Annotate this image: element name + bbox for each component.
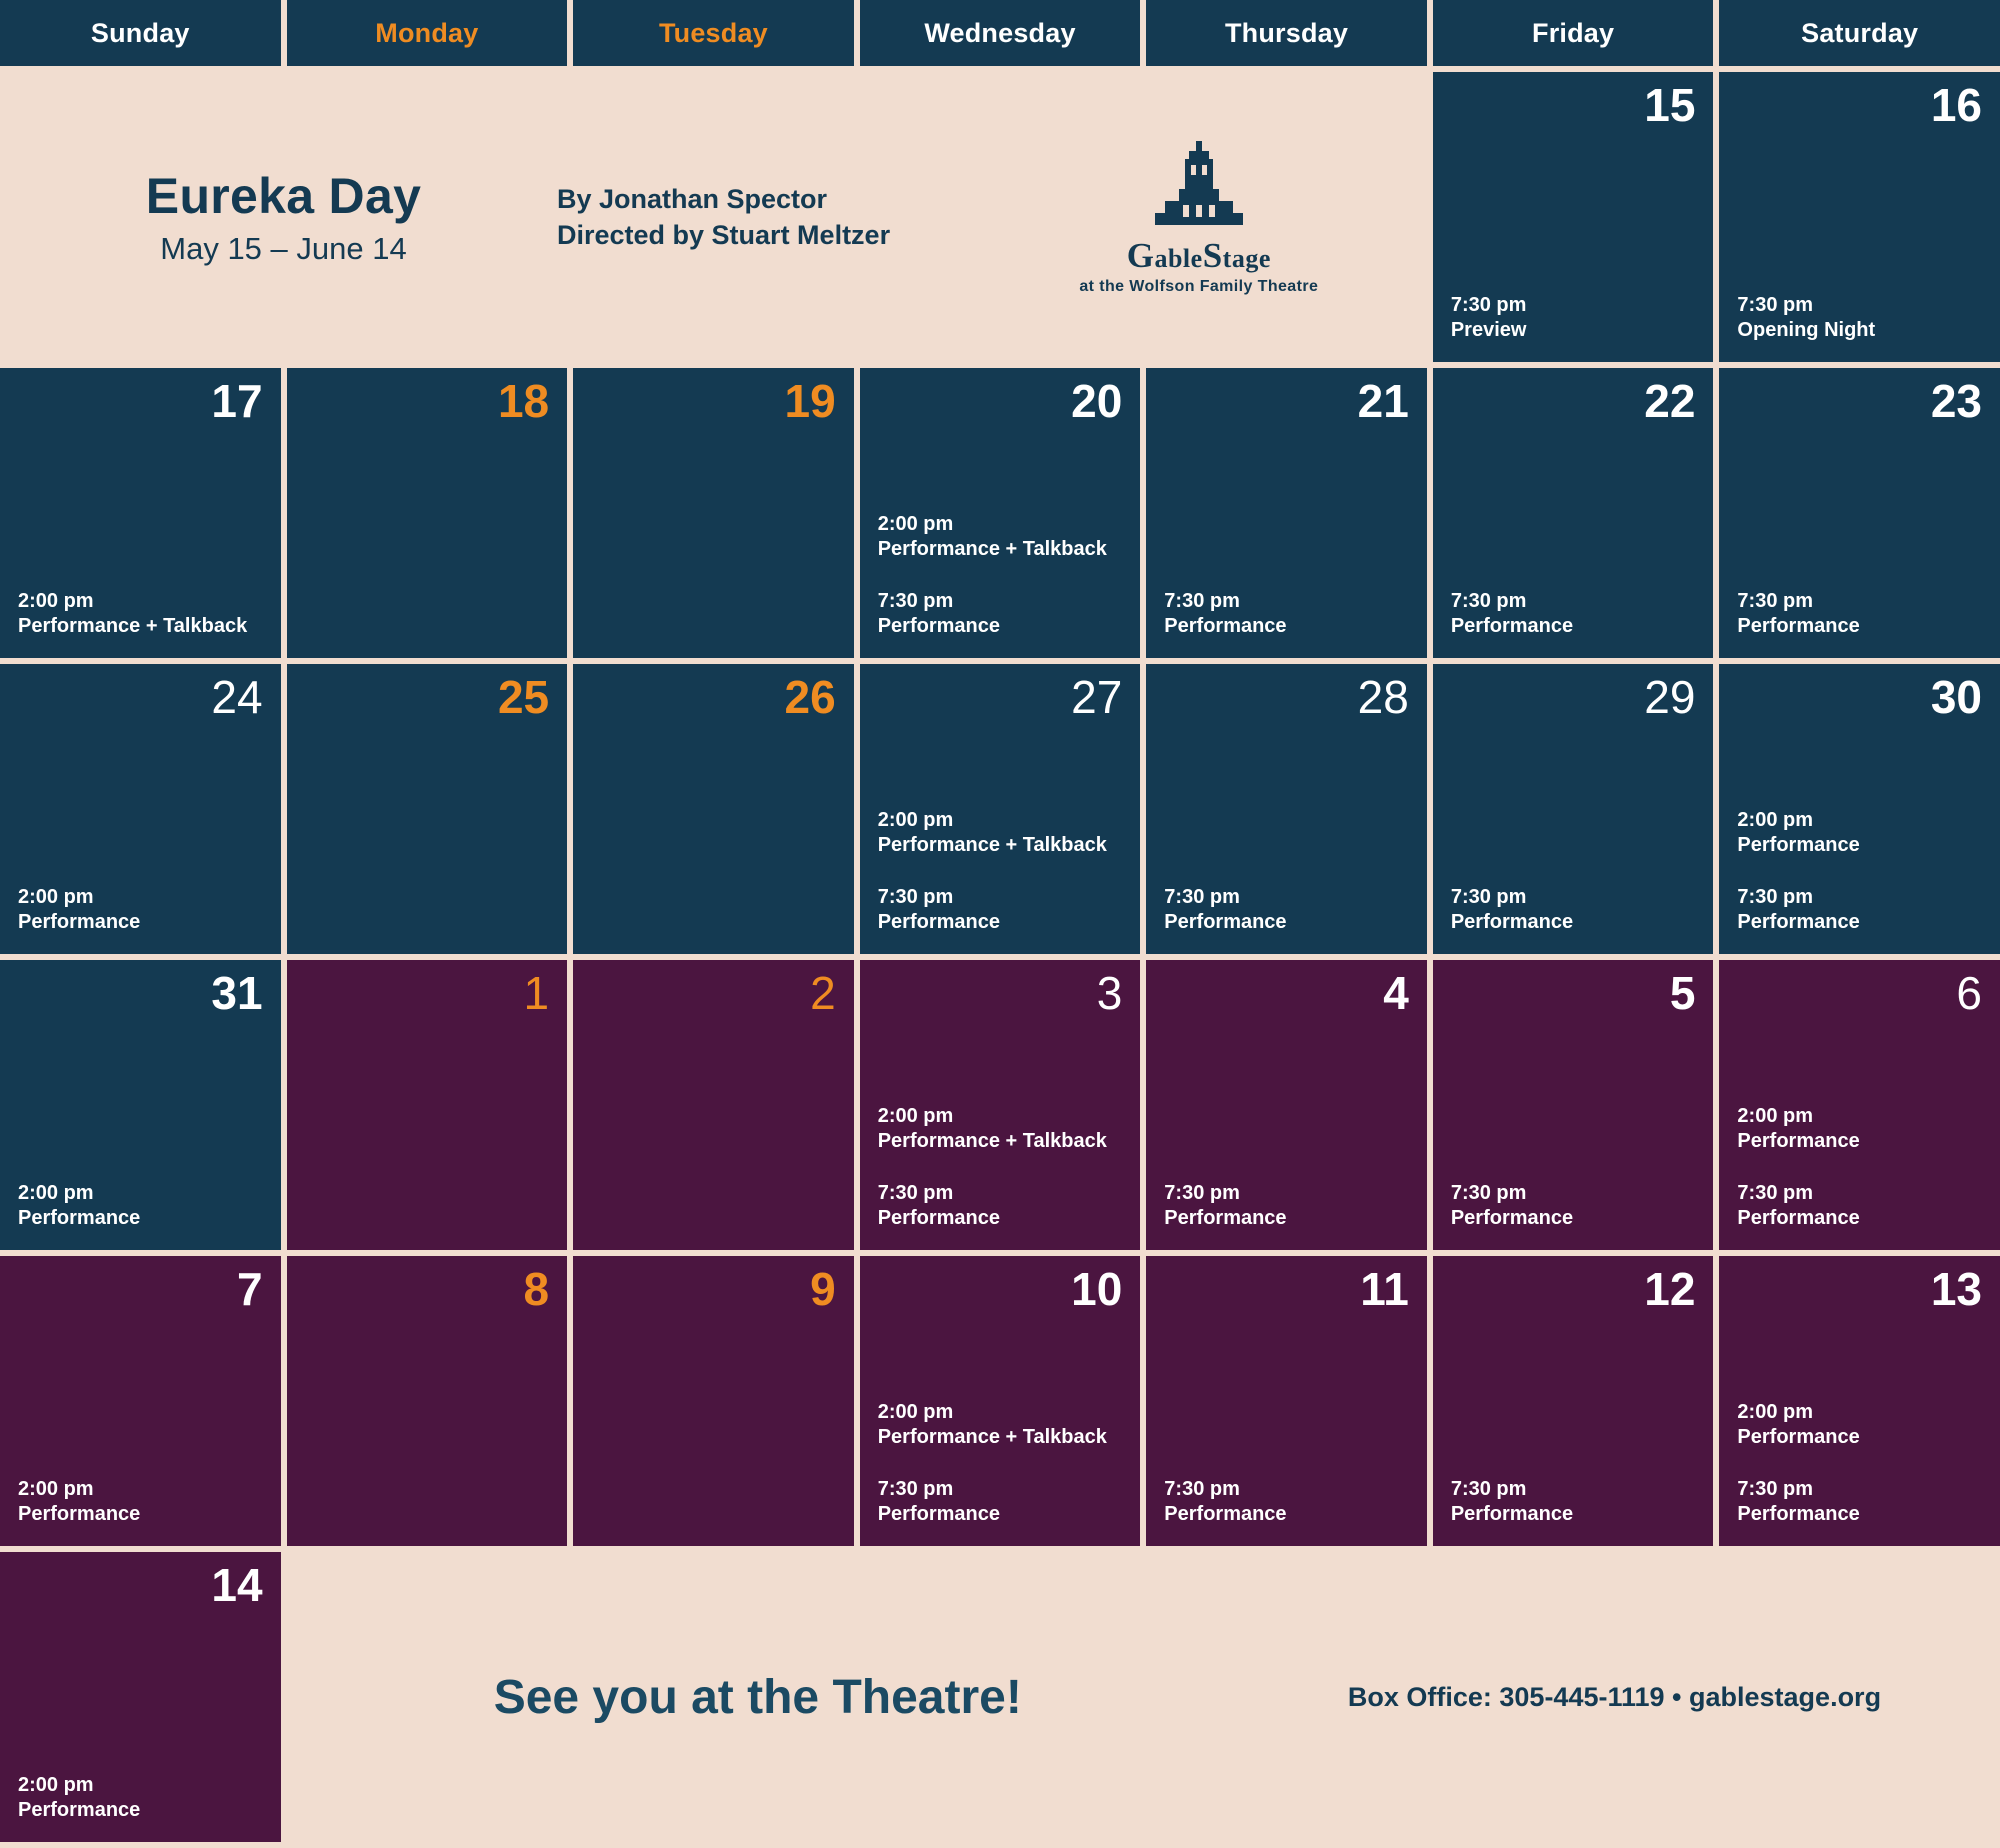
- show-title-block: [20, 167, 547, 267]
- event-entry[interactable]: [1451, 885, 1700, 936]
- event-time: 2:00 pm: [18, 1773, 94, 1796]
- event-label: Performance: [877, 1207, 1000, 1230]
- day-number: 26: [784, 671, 836, 723]
- logo-word-able: able: [1154, 243, 1203, 273]
- calendar-day-cell[interactable]: [0, 1552, 281, 1842]
- calendar-day-cell[interactable]: [0, 368, 281, 658]
- event-label: Performance + Talkback: [877, 1130, 1107, 1153]
- day-events: [878, 1104, 1127, 1232]
- day-events: [1737, 1400, 1986, 1528]
- event-label: Performance: [1737, 1130, 1860, 1153]
- event-label: Performance + Talkback: [18, 615, 248, 638]
- building-tower-icon: [1149, 139, 1249, 230]
- calendar-day-cell[interactable]: [1719, 72, 2000, 362]
- event-time: 2:00 pm: [877, 1104, 954, 1127]
- day-number: 5: [1669, 967, 1696, 1019]
- calendar-day-cell[interactable]: [573, 664, 854, 954]
- event-entry[interactable]: [1164, 1181, 1413, 1232]
- day-number: 25: [497, 671, 550, 723]
- event-time: 7:30 pm: [1737, 885, 1814, 908]
- calendar-day-cell[interactable]: [287, 1256, 568, 1546]
- calendar-day-cell[interactable]: [0, 960, 281, 1250]
- event-entry[interactable]: [1164, 589, 1413, 640]
- logo-wordmark: [1127, 236, 1271, 276]
- event-time: 7:30 pm: [1450, 885, 1527, 908]
- event-entry[interactable]: [878, 1181, 1127, 1232]
- event-entry[interactable]: [878, 589, 1127, 640]
- event-label: Performance + Talkback: [877, 834, 1107, 857]
- day-number: 16: [1930, 79, 1982, 131]
- event-label: Opening Night: [1737, 319, 1876, 342]
- box-office-info[interactable]: Box Office: 305-445-1119 • gablestage.org: [1347, 1681, 1882, 1712]
- calendar-day-cell[interactable]: [860, 960, 1141, 1250]
- day-events: [1737, 808, 1986, 936]
- event-time: 2:00 pm: [18, 1477, 94, 1500]
- day-events: [1737, 589, 1986, 640]
- calendar-day-cell[interactable]: [1433, 72, 1714, 362]
- event-entry[interactable]: [1164, 1477, 1413, 1528]
- day-number: 24: [211, 671, 263, 723]
- day-number: 14: [211, 1559, 263, 1611]
- day-number: 18: [497, 375, 550, 427]
- day-number: 29: [1644, 671, 1696, 723]
- day-number: 12: [1644, 1263, 1696, 1315]
- calendar-day-cell[interactable]: [1433, 960, 1714, 1250]
- event-entry[interactable]: [878, 1477, 1127, 1528]
- day-number: 23: [1930, 375, 1982, 427]
- calendar-week-row: [0, 1256, 2000, 1546]
- event-entry[interactable]: [18, 589, 267, 640]
- event-label: Performance: [1164, 615, 1287, 638]
- event-label: Performance: [877, 911, 1000, 934]
- day-number: 21: [1357, 375, 1409, 427]
- day-number: 9: [810, 1263, 836, 1315]
- event-label: Performance + Talkback: [877, 1426, 1107, 1449]
- event-label: Performance: [1450, 615, 1574, 638]
- weekday-header-monday: Monday: [287, 0, 568, 66]
- day-number: 30: [1930, 671, 1982, 723]
- event-time: 2:00 pm: [1737, 808, 1814, 831]
- director-credit: Directed by Stuart Meltzer: [557, 220, 891, 250]
- event-label: Performance: [18, 1503, 141, 1526]
- event-time: 2:00 pm: [1737, 1400, 1814, 1423]
- event-time: 7:30 pm: [1737, 589, 1814, 612]
- day-number: 7: [236, 1263, 263, 1315]
- footer-tagline: See you at the Theatre!: [493, 1670, 1022, 1724]
- calendar-day-cell[interactable]: [1719, 1256, 2000, 1546]
- event-time: 7:30 pm: [1737, 293, 1814, 316]
- event-label: Preview: [1450, 319, 1527, 342]
- calendar-day-cell[interactable]: [0, 1256, 281, 1546]
- event-time: 7:30 pm: [1450, 1477, 1527, 1500]
- weekday-header-row: [0, 0, 2000, 72]
- day-events: [1737, 1104, 1986, 1232]
- day-number: 8: [523, 1263, 550, 1315]
- event-label: Performance: [1737, 1503, 1860, 1526]
- weekday-header-friday: Friday: [1433, 0, 1714, 66]
- day-number: 28: [1357, 671, 1409, 723]
- event-time: 7:30 pm: [1737, 1477, 1814, 1500]
- event-entry[interactable]: [1737, 1181, 1986, 1232]
- logo-word-tage: tage: [1222, 243, 1271, 273]
- event-time: 2:00 pm: [18, 885, 94, 908]
- event-time: 7:30 pm: [1450, 293, 1527, 316]
- event-label: Performance: [1450, 1207, 1574, 1230]
- event-time: 2:00 pm: [877, 1400, 954, 1423]
- event-label: Performance: [1737, 834, 1860, 857]
- calendar-day-cell[interactable]: [0, 664, 281, 954]
- day-events: [878, 808, 1127, 936]
- calendar-day-cell[interactable]: [1146, 960, 1427, 1250]
- calendar-day-cell[interactable]: [573, 1256, 854, 1546]
- day-events: [1451, 1477, 1700, 1528]
- event-time: 2:00 pm: [18, 589, 94, 612]
- event-time: 2:00 pm: [18, 1181, 94, 1204]
- event-label: Performance: [877, 1503, 1000, 1526]
- event-label: Performance: [18, 911, 141, 934]
- event-label: Performance: [1164, 1207, 1287, 1230]
- day-number: 2: [810, 967, 836, 1019]
- show-title: Eureka Day: [145, 168, 422, 224]
- day-events: [1451, 1181, 1700, 1232]
- calendar-day-cell[interactable]: [287, 960, 568, 1250]
- weekday-header-wednesday: Wednesday: [860, 0, 1141, 66]
- day-number: 27: [1071, 671, 1123, 723]
- logo-word-g: G: [1126, 235, 1155, 275]
- calendar-day-cell[interactable]: [287, 664, 568, 954]
- event-time: 2:00 pm: [877, 808, 954, 831]
- event-entry[interactable]: [18, 1773, 267, 1824]
- weekday-header-tuesday: Tuesday: [573, 0, 854, 66]
- event-label: Performance: [18, 1207, 141, 1230]
- event-entry[interactable]: [18, 1477, 267, 1528]
- event-label: Performance: [1450, 911, 1574, 934]
- event-time: 7:30 pm: [877, 1181, 954, 1204]
- weekday-header-saturday: Saturday: [1719, 0, 2000, 66]
- day-number: 19: [784, 375, 836, 427]
- day-events: [1451, 885, 1700, 936]
- event-label: Performance: [877, 615, 1000, 638]
- calendar-day-cell[interactable]: [860, 664, 1141, 954]
- day-number: 4: [1383, 967, 1409, 1019]
- event-entry[interactable]: [1451, 293, 1700, 344]
- event-label: Performance: [1450, 1503, 1574, 1526]
- calendar-day-cell[interactable]: [1433, 664, 1714, 954]
- event-time: 2:00 pm: [877, 512, 954, 535]
- show-banner: [0, 72, 1427, 362]
- event-label: Performance: [1737, 615, 1860, 638]
- event-entry[interactable]: [878, 885, 1127, 936]
- day-events: [1164, 885, 1413, 936]
- day-events: [18, 589, 267, 640]
- event-label: Performance: [1164, 911, 1287, 934]
- event-entry[interactable]: [1451, 1477, 1700, 1528]
- event-time: 7:30 pm: [1164, 1477, 1240, 1500]
- day-events: [18, 885, 267, 936]
- event-entry[interactable]: [18, 1181, 267, 1232]
- day-events: [878, 1400, 1127, 1528]
- event-time: 7:30 pm: [1164, 1181, 1240, 1204]
- event-entry[interactable]: [1164, 885, 1413, 936]
- show-date-range: May 15 – June 14: [160, 231, 407, 266]
- day-events: [1164, 589, 1413, 640]
- day-number: 13: [1930, 1263, 1982, 1315]
- event-time: 7:30 pm: [877, 885, 954, 908]
- day-number: 1: [523, 967, 550, 1019]
- day-events: [18, 1773, 267, 1824]
- event-time: 7:30 pm: [1164, 589, 1240, 612]
- event-time: 7:30 pm: [877, 1477, 954, 1500]
- event-entry[interactable]: [1451, 1181, 1700, 1232]
- logo-word-s: S: [1202, 235, 1223, 275]
- day-events: [18, 1477, 267, 1528]
- calendar-week-row: [0, 960, 2000, 1250]
- calendar-day-cell[interactable]: [1146, 664, 1427, 954]
- day-number: 15: [1644, 79, 1696, 131]
- calendar-footer: [287, 1552, 2000, 1842]
- day-events: [1164, 1477, 1413, 1528]
- calendar-week-row: [0, 1552, 2000, 1842]
- event-time: 7:30 pm: [1450, 589, 1527, 612]
- day-number: 17: [211, 375, 263, 427]
- calendar-day-cell[interactable]: [573, 368, 854, 658]
- event-time: 7:30 pm: [1164, 885, 1240, 908]
- day-events: [1737, 293, 1986, 344]
- event-time: 7:30 pm: [1737, 1181, 1814, 1204]
- calendar-day-cell[interactable]: [1146, 368, 1427, 658]
- calendar-day-cell[interactable]: [1433, 1256, 1714, 1546]
- calendar-week-row: [0, 664, 2000, 954]
- day-number: 3: [1096, 967, 1123, 1019]
- event-time: 7:30 pm: [877, 589, 954, 612]
- event-entry[interactable]: [1737, 1400, 1986, 1451]
- event-entry[interactable]: [878, 1400, 1127, 1451]
- event-label: Performance: [1737, 1207, 1860, 1230]
- day-events: [18, 1181, 267, 1232]
- event-entry[interactable]: [1451, 589, 1700, 640]
- event-entry[interactable]: [878, 1104, 1127, 1155]
- calendar-week-row: [0, 368, 2000, 658]
- event-entry[interactable]: [1737, 293, 1986, 344]
- day-number: 31: [211, 967, 263, 1019]
- calendar-day-cell[interactable]: [1719, 664, 2000, 954]
- day-number: 22: [1644, 375, 1696, 427]
- event-entry[interactable]: [1737, 1104, 1986, 1155]
- calendar-day-cell[interactable]: [1719, 368, 2000, 658]
- show-credits: [547, 181, 991, 254]
- event-entry[interactable]: [1737, 885, 1986, 936]
- event-label: Performance: [18, 1799, 141, 1822]
- event-time: 2:00 pm: [1737, 1104, 1814, 1127]
- calendar-day-cell[interactable]: [860, 368, 1141, 658]
- day-events: [878, 512, 1127, 640]
- event-entry[interactable]: [1737, 589, 1986, 640]
- day-events: [1164, 1181, 1413, 1232]
- calendar-week-row: [0, 72, 2000, 362]
- calendar-day-cell[interactable]: [573, 960, 854, 1250]
- event-label: Performance: [1737, 1426, 1860, 1449]
- calendar-day-cell[interactable]: [1719, 960, 2000, 1250]
- event-entry[interactable]: [1737, 808, 1986, 859]
- calendar-day-cell[interactable]: [1433, 368, 1714, 658]
- calendar-weeks: [0, 72, 2000, 1842]
- calendar-day-cell[interactable]: [1146, 1256, 1427, 1546]
- logo-subtitle: at the Wolfson Family Theatre: [1079, 277, 1319, 295]
- event-label: Performance: [1164, 1503, 1287, 1526]
- weekday-header-thursday: Thursday: [1146, 0, 1427, 66]
- event-entry[interactable]: [18, 885, 267, 936]
- day-events: [1451, 589, 1700, 640]
- day-number: 10: [1071, 1263, 1123, 1315]
- event-time: 7:30 pm: [1450, 1181, 1527, 1204]
- day-number: 11: [1360, 1263, 1409, 1315]
- calendar-day-cell[interactable]: [287, 368, 568, 658]
- weekday-header-sunday: Sunday: [0, 0, 281, 66]
- event-entry[interactable]: [878, 808, 1127, 859]
- day-events: [1451, 293, 1700, 344]
- event-label: Performance + Talkback: [877, 538, 1107, 561]
- day-number: 20: [1071, 375, 1123, 427]
- event-entry[interactable]: [1737, 1477, 1986, 1528]
- event-entry[interactable]: [878, 512, 1127, 563]
- event-label: Performance: [1737, 911, 1860, 934]
- day-number: 6: [1956, 967, 1982, 1019]
- calendar-day-cell[interactable]: [860, 1256, 1141, 1546]
- playwright-credit: By Jonathan Spector: [557, 183, 828, 214]
- gablestage-logo: [991, 139, 1407, 296]
